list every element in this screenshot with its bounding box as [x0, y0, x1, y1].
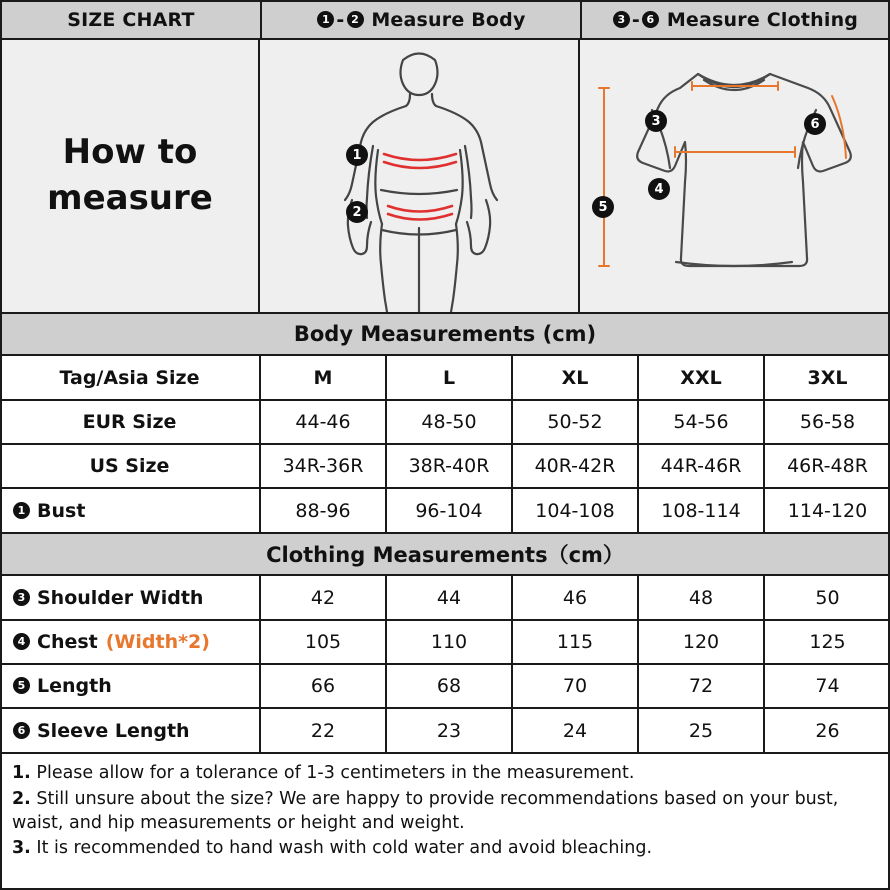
cell-value: 125: [764, 620, 890, 664]
cell-tag-asia-size: Tag/Asia Size: [2, 356, 260, 400]
clothing-measurements-title: Clothing Measurements（cm）: [2, 534, 888, 576]
notes-section: [2, 754, 888, 888]
cell-value: 56-58: [764, 400, 890, 444]
illustration-row: [2, 40, 888, 314]
how-to-line2: measure: [47, 178, 213, 218]
cell-value: 46: [512, 576, 638, 620]
body-measurements-title: Body Measurements (cm): [2, 314, 888, 356]
badge-5-icon: 5: [13, 677, 30, 694]
cell-value: 54-56: [638, 400, 764, 444]
clothing-measurements-table: [2, 576, 890, 752]
table-row: [2, 444, 890, 488]
table-row: [2, 488, 890, 532]
note-3-text: It is recommended to hand wash with cold water and avoid bleaching.: [36, 838, 653, 859]
badge-3-icon: 3: [13, 589, 30, 606]
note-2: [12, 788, 878, 836]
cell-value: 22: [260, 708, 386, 752]
badge-2-icon: 2: [347, 11, 364, 28]
row-label-us-size: US Size: [2, 444, 260, 488]
row-label-length: 5 Length: [2, 664, 260, 708]
note-3: [12, 837, 878, 861]
cell-value: 115: [512, 620, 638, 664]
badge-3-icon: 3: [613, 11, 630, 28]
table-row: [2, 576, 890, 620]
tshirt-icon: [580, 40, 888, 312]
header-size-chart-label: SIZE CHART: [67, 9, 195, 31]
header-measure-clothing-label: Measure Clothing: [666, 9, 859, 31]
cell-value: 74: [764, 664, 890, 708]
cell-size-m: M: [260, 356, 386, 400]
cell-value: 110: [386, 620, 512, 664]
table-row: [2, 400, 890, 444]
clothing-measurements-table-wrap: [2, 576, 888, 754]
body-figure-icon: [260, 40, 578, 312]
row-label-eur-size: EUR Size: [2, 400, 260, 444]
header-measure-clothing: 3 - 6 Measure Clothing: [582, 2, 888, 38]
cell-value: 40R-42R: [512, 444, 638, 488]
header-size-chart: [2, 2, 262, 38]
cell-value: 114-120: [787, 499, 868, 522]
cell-value: 96-104: [386, 488, 512, 532]
note-2-number: 2.: [12, 788, 31, 809]
clothing-badge-3: 3: [645, 110, 667, 132]
note-1: [12, 762, 878, 786]
cell-value: 44: [386, 576, 512, 620]
table-row: [2, 620, 890, 664]
body-illustration: [260, 40, 580, 312]
cell-value: 26: [815, 719, 840, 742]
row-label-shoulder-width: 3 Shoulder Width: [2, 576, 260, 620]
cell-size-xl: XL: [512, 356, 638, 400]
table-row: [2, 708, 890, 752]
row-label-chest: 4 Chest (Width*2): [2, 620, 260, 664]
note-1-text: Please allow for a tolerance of 1-3 centimeters in the measurement.: [36, 763, 635, 783]
cell-value: 108-114: [638, 488, 764, 532]
cell-value: 23: [386, 708, 512, 752]
note-2-text: Still unsure about the size? We are happy to provide recommendations based on your bust, waist, and hip measurements or height and weight.: [12, 788, 839, 833]
badge-6-icon: 6: [642, 11, 659, 28]
clothing-badge-4: 4: [648, 178, 670, 200]
table-row-header: [2, 356, 890, 400]
note-3-number: 3.: [12, 838, 31, 859]
cell-value: 68: [386, 664, 512, 708]
header-measure-body: 1 - 2 Measure Body: [262, 2, 582, 38]
chart-header-band: [2, 2, 888, 40]
cell-value: 48-50: [386, 400, 512, 444]
cell-size-3xl: 3XL: [764, 356, 890, 400]
cell-value: 34R-36R: [260, 444, 386, 488]
how-to-line1: How to: [62, 132, 198, 173]
body-measurements-table: [2, 356, 890, 532]
row-label-bust: 1 Bust: [2, 488, 260, 532]
clothing-badge-6: 6: [804, 113, 826, 135]
cell-value: 50: [764, 576, 890, 620]
cell-value: 25: [638, 708, 764, 752]
body-badge-2: 2: [346, 201, 368, 223]
cell-value: 66: [260, 664, 386, 708]
badge-4-icon: 4: [13, 633, 30, 650]
cell-value: 72: [638, 664, 764, 708]
cell-size-l: L: [386, 356, 512, 400]
cell-value: 120: [638, 620, 764, 664]
header-measure-body-label: Measure Body: [371, 9, 526, 31]
cell-value: 42: [260, 576, 386, 620]
cell-value: 50-52: [512, 400, 638, 444]
cell-value: 88-96: [260, 488, 386, 532]
cell-value: 105: [260, 620, 386, 664]
cell-value: 70: [512, 664, 638, 708]
cell-value: 48: [638, 576, 764, 620]
body-measurements-table-wrap: [2, 356, 888, 534]
badge-1-icon: 1: [317, 11, 334, 28]
badge-1-icon: 1: [13, 502, 30, 519]
clothing-badge-5: 5: [592, 196, 614, 218]
note-1-number: 1.: [12, 763, 31, 783]
badge-6-icon: 6: [13, 722, 30, 739]
table-row: [2, 664, 890, 708]
chest-note: (Width*2): [105, 631, 210, 653]
cell-size-xxl: XXL: [638, 356, 764, 400]
cell-value: 104-108: [512, 488, 638, 532]
how-to-measure-title: [2, 40, 260, 312]
cell-value: 46R-48R: [764, 444, 890, 488]
cell-value: 24: [512, 708, 638, 752]
cell-value: 44-46: [260, 400, 386, 444]
body-badge-1: 1: [346, 144, 368, 166]
row-label-sleeve-length: 6 Sleeve Length: [2, 708, 260, 752]
clothing-illustration: [580, 40, 888, 312]
cell-value: 38R-40R: [386, 444, 512, 488]
cell-value: 44R-46R: [638, 444, 764, 488]
